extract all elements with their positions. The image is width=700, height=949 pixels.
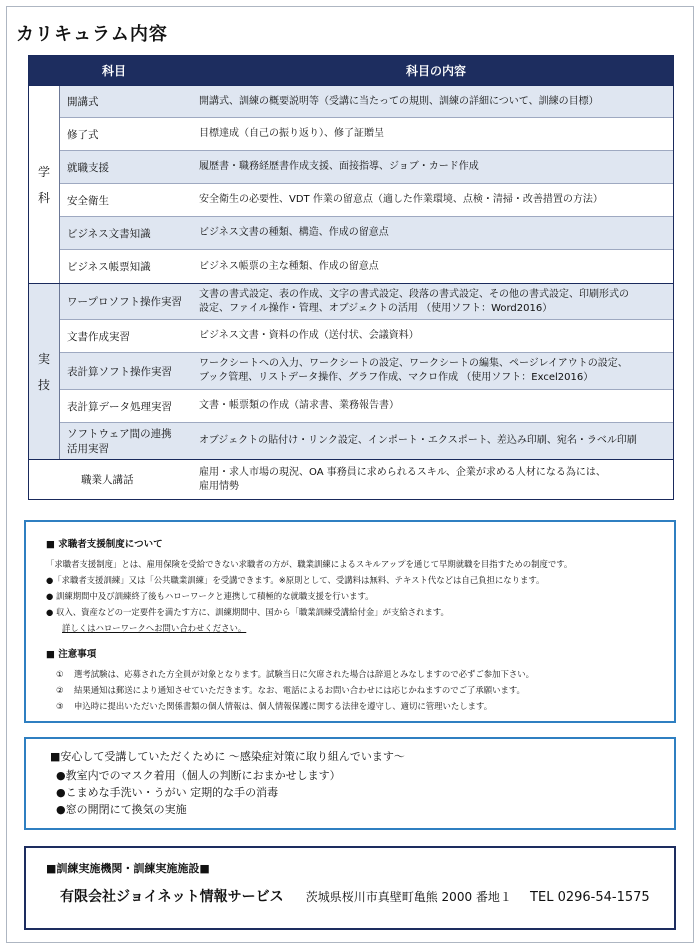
row-subject: 表計算ソフト操作実習	[67, 365, 172, 378]
note-item: ① 選考試験は、応募された方全員が対象となります。試験当日に欠席された場合は辞退とみなしますので必ずご参加下さい。	[56, 669, 534, 679]
page-title: カリキュラム内容	[16, 24, 168, 45]
row-subject: ソフトウェア間の連携 活用実習	[67, 428, 172, 455]
practical-group	[29, 283, 673, 459]
row-content: 開講式、訓練の概要説明等（受講に当たっての規則、訓練の詳細について、訓練の目標）	[199, 95, 599, 107]
organization-box	[24, 846, 676, 930]
note-item: ③ 申込時に提出いただいた関係書類の個人情報は、個人情報保護に関する法律を遵守し、適切に管理いたします。	[56, 701, 493, 711]
row-content: ビジネス文書の種類、構造、作成の留意点	[199, 227, 389, 238]
table-row	[60, 217, 673, 250]
row-subject: 就職支援	[67, 161, 109, 174]
row-content: 文書・帳票類の作成（請求書、業務報告書）	[199, 400, 399, 411]
table-row	[60, 353, 673, 390]
curriculum-table	[28, 55, 674, 500]
row-content: ワークシートへの入力、ワークシートの設定、ワークシートの編集、ページレイアウトの設定、 ブック管理、リストデータ操作、グラフ作成、マクロ作成 （使用ソフト：Excel2016）	[199, 358, 628, 383]
row-content: 安全衛生の必要性、VDT 作業の留意点（適した作業環境、点検・清掃・改善措置の方法）	[199, 194, 603, 205]
support-line: ● 収入、資産などの一定要件を満たす方に、訓練期間中、国から「職業訓練受講給付金」が支給されます。	[46, 607, 449, 617]
row-subject: 修了式	[67, 128, 99, 141]
notes-heading: ■ 注意事項	[46, 649, 97, 660]
support-heading: ■ 求職者支援制度について	[46, 539, 163, 550]
table-row	[60, 118, 673, 151]
company-address: 茨城県桜川市真壁町亀熊 2000 番地１	[305, 890, 512, 904]
table-header	[29, 56, 673, 85]
header-content: 科目の内容	[405, 64, 466, 78]
safety-item: ●教室内でのマスク着用（個人の判断におまかせします）	[56, 769, 341, 782]
organization-line	[46, 886, 674, 906]
table-row	[60, 184, 673, 217]
table-row	[60, 250, 673, 283]
row-content: オブジェクトの貼付け・リンク設定、インポート・エクスポート、差込み印刷、宛名・ラベル印刷	[199, 435, 637, 446]
row-content: ビジネス文書・資料の作成（送付状、会議資料）	[199, 330, 419, 341]
note-item: ② 結果通知は郵送により通知させていただきます。なお、電話によるお問い合わせには応じかねますのでご了承願います。	[56, 685, 525, 695]
support-line: ●「求職者支援訓練」又は「公共職業訓練」を受講できます。※原則として、受講料は無料、テキスト代などは自己負担になります。	[46, 575, 545, 585]
row-subject: 表計算データ処理実習	[67, 400, 172, 413]
support-system-box	[24, 520, 676, 723]
row-subject: 職業人講話	[81, 474, 134, 486]
academic-group	[29, 85, 673, 283]
header-subject: 科目	[101, 64, 126, 78]
organization-heading: ■訓練実施機関・訓練実施施設■	[46, 862, 210, 875]
row-content: ビジネス帳票の主な種類、作成の留意点	[199, 260, 379, 272]
practical-label: 実 技	[29, 284, 60, 459]
row-content: 雇用・求人市場の現況、OA 事務員に求められるスキル、企業が求める人材になる為には、 雇用情勢	[199, 466, 606, 492]
safety-item: ●窓の開閉にて換気の実施	[56, 803, 187, 816]
table-row	[60, 390, 673, 423]
table-row	[60, 423, 673, 459]
row-subject: 安全衛生	[67, 194, 109, 207]
safety-item: ●こまめな手洗い・うがい 定期的な手の消毒	[56, 786, 279, 799]
safety-heading: ■安心して受講していただくために ～感染症対策に取り組んでいます～	[50, 750, 405, 763]
table-row	[60, 320, 673, 353]
row-content: 目標達成（自己の振り返り）、修了証贈呈	[199, 128, 384, 139]
company-tel: TEL 0296-54-1575	[530, 890, 650, 905]
row-subject: ワープロソフト操作実習	[67, 296, 182, 308]
table-row	[60, 86, 673, 118]
company-name: 有限会社ジョイネット情報サービス	[60, 889, 284, 905]
table-row	[60, 284, 673, 320]
row-subject: 開講式	[67, 96, 99, 108]
row-subject: ビジネス文書知識	[67, 227, 151, 240]
inquiry-text: 詳しくはハローワークへお問い合わせください。	[62, 623, 247, 633]
support-line: 「求職者支援制度」とは、雇用保険を受給できない求職者の方が、職業訓練によるスキルアップを通じて早期就職を目指すための制度です。	[46, 559, 573, 569]
support-line: ● 訓練期間中及び訓練終了後もハローワークと連携して積極的な就職支援を行います。	[46, 591, 374, 601]
academic-label: 学 科	[29, 86, 60, 283]
table-row	[60, 151, 673, 184]
row-subject: 文書作成実習	[67, 330, 130, 343]
safety-box	[24, 737, 676, 830]
row-content: 履歴書・職務経歴書作成支援、面接指導、ジョブ・カード作成	[199, 161, 479, 172]
row-content: 文書の書式設定、表の作成、文字の書式設定、段落の書式設定、その他の書式設定、印刷形式の 設定、ファイル操作・管理、オブジェクトの活用 （使用ソフト：Word2016）	[199, 288, 629, 314]
table-row-talk	[29, 459, 673, 499]
row-subject: ビジネス帳票知識	[67, 261, 151, 273]
